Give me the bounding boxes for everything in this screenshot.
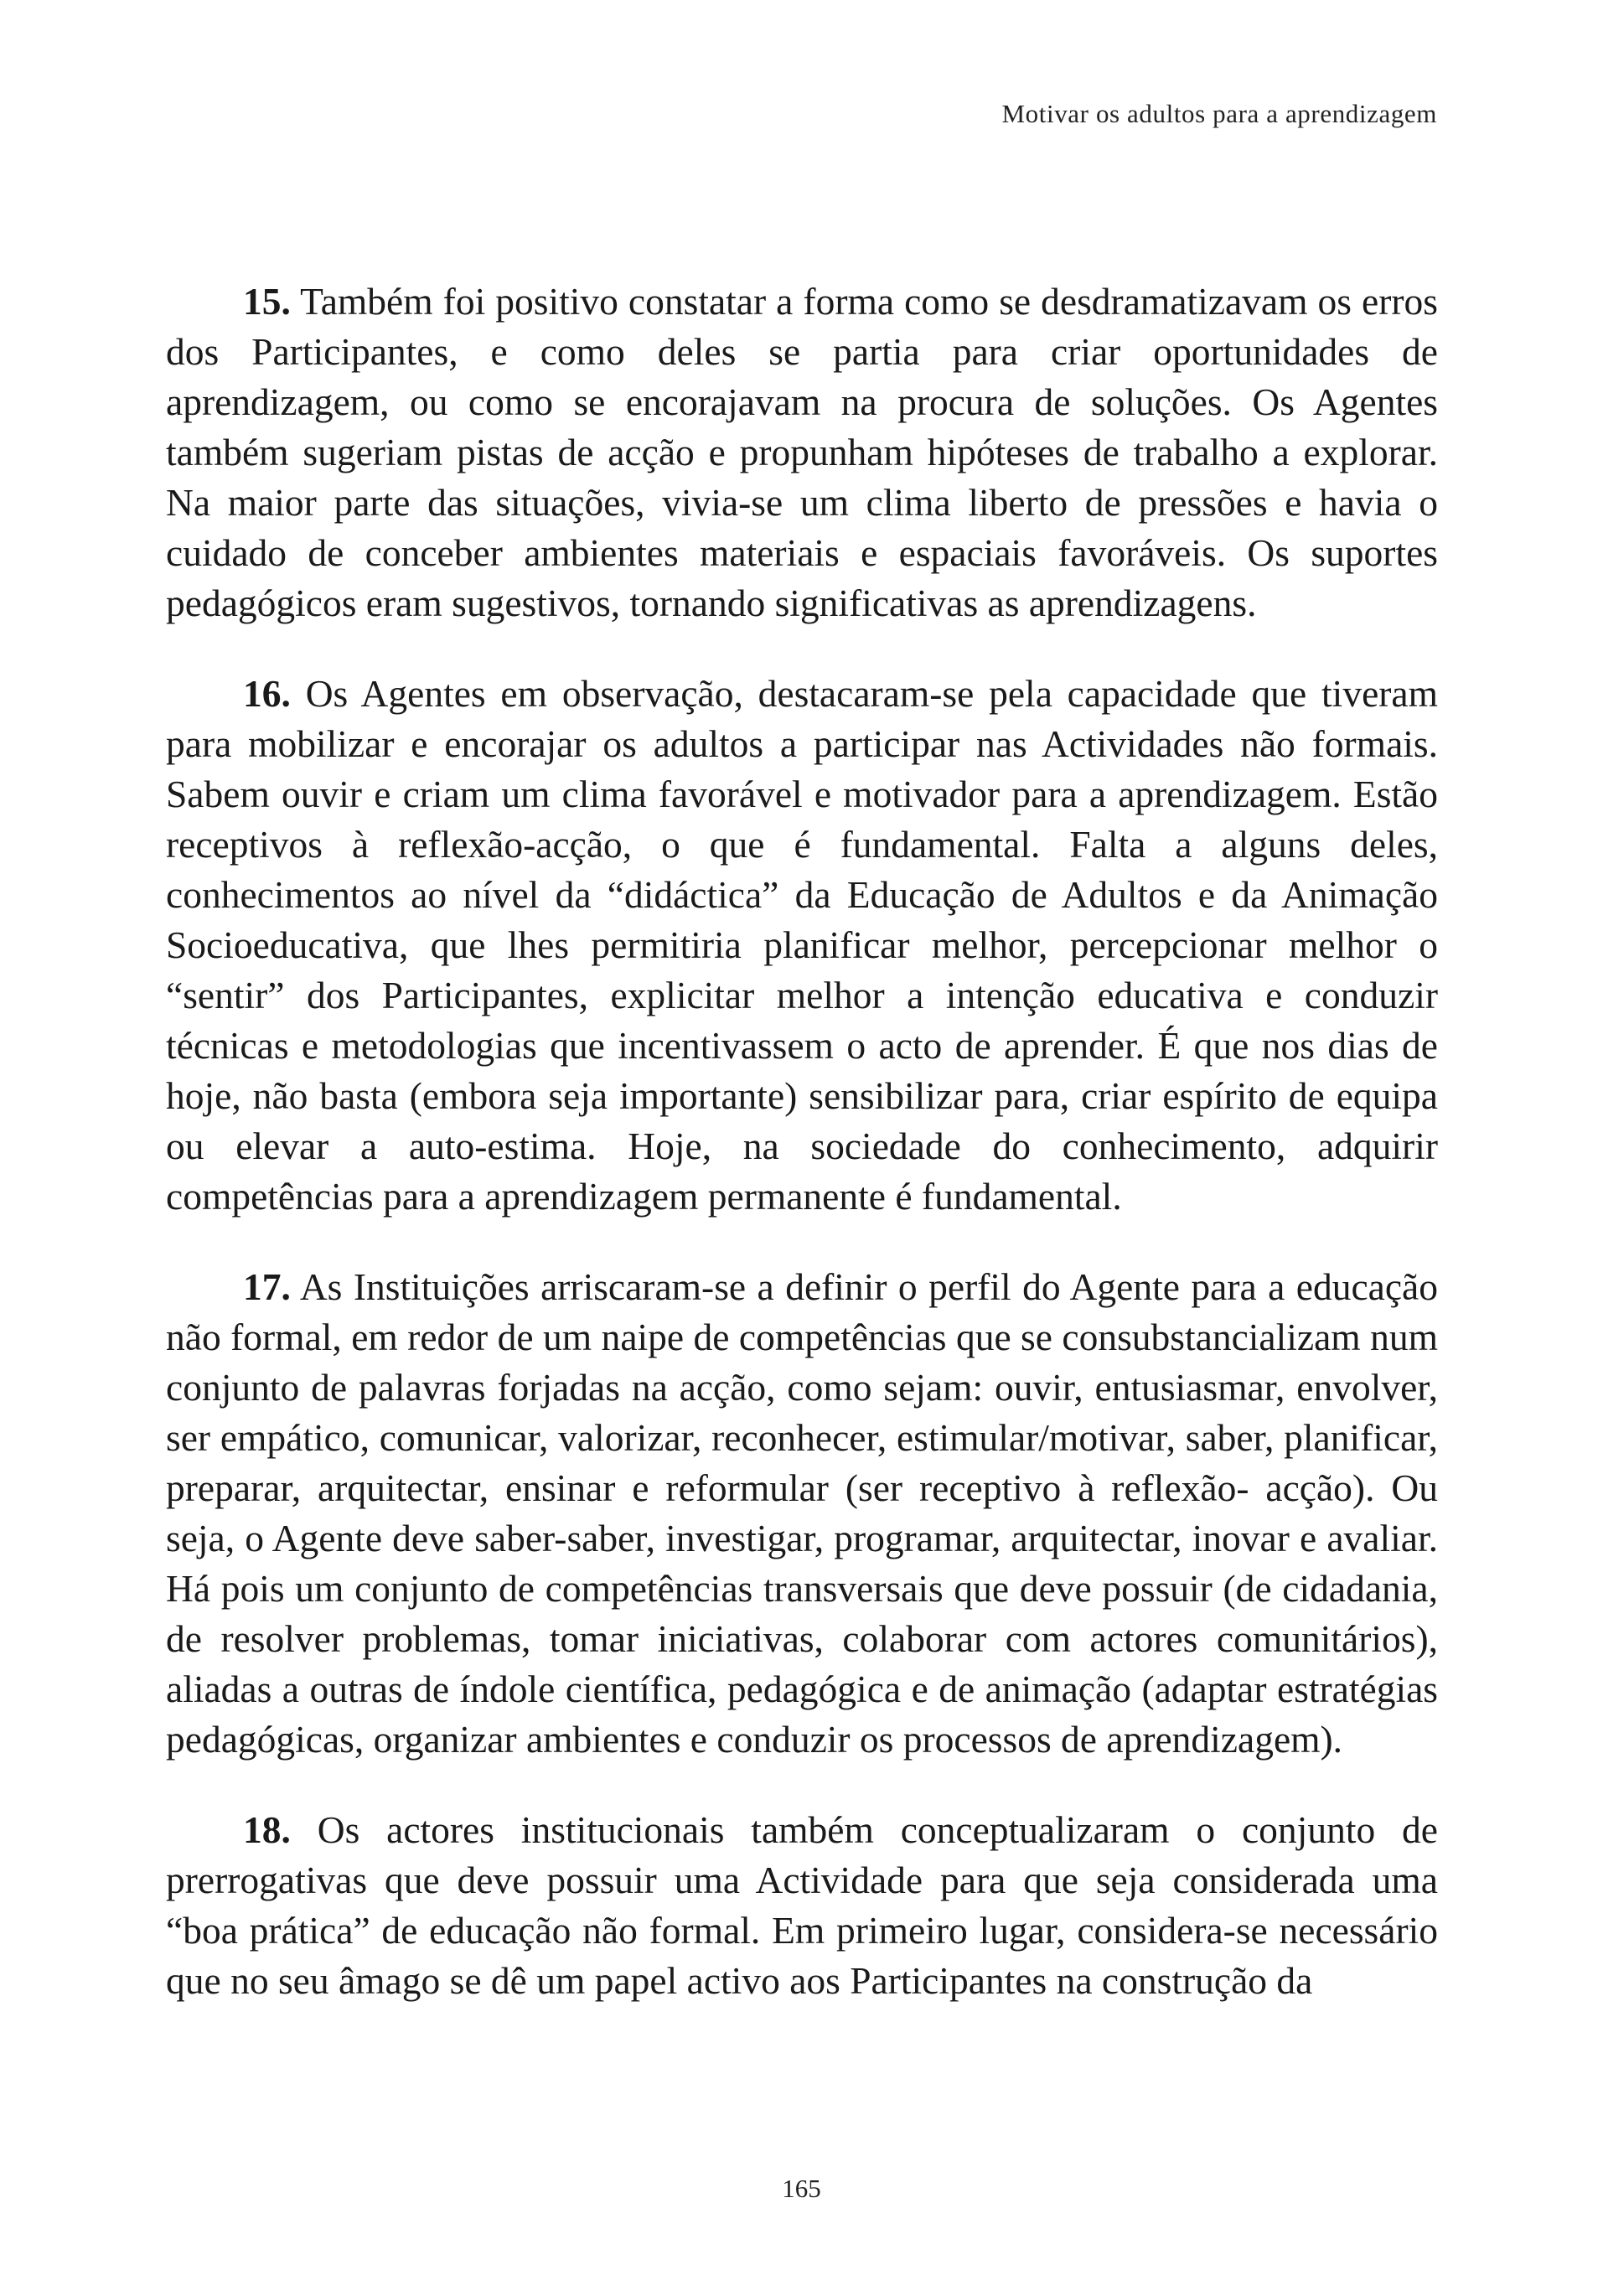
paragraph-number: 16. (243, 672, 291, 715)
page-number: 165 (782, 2174, 821, 2203)
paragraph-number: 15. (243, 280, 291, 323)
page-body (166, 277, 1438, 2046)
paragraph-text: Também foi positivo constatar a forma como se desdramatizavam os erros dos Participantes, e como deles se partia para criar oportunidades de aprendizagem, ou como se encorajavam na procura de soluções. Os Agentes também sugeriam pistas de acção e propunham hipóteses de trabalho a explorar. Na maior parte das situações, vivia-se um clima liberto de pressões e havia o cuidado de conceber ambientes materiais e espaciais favoráveis. Os suportes pedagógicos eram sugestivos, tornando significativas as aprendizagens. (166, 280, 1438, 624)
paragraph-number: 17. (243, 1265, 291, 1308)
paragraph-17 (166, 1262, 1438, 1765)
paragraph-text: Os Agentes em observação, destacaram-se pela capacidade que tiveram para mobilizar e encorajar os adultos a participar nas Actividades não formais. Sabem ouvir e criam um clima favorável e motivador para a aprendizagem. Estão receptivos à reflexão-acção, o que é fundamental. Falta a alguns deles, conhecimentos ao nível da “didáctica” da Educação de Adultos e da Animação Socioeducativa, que lhes permitiria planificar melhor, percepcionar melhor o “sentir” dos Participantes, explicitar melhor a intenção educativa e conduzir técnicas e metodologias que incentivassem o acto de aprender. É que nos dias de hoje, não basta (embora seja importante) sensibilizar para, criar espírito de equipa ou elevar a auto-estima. Hoje, na sociedade do conhecimento, adquirir competências para a aprendizagem permanente é fundamental. (166, 672, 1439, 1218)
paragraph-16 (166, 669, 1438, 1222)
paragraph-text: Os actores institucionais também conceptualizaram o conjunto de prerrogativas que deve possuir uma Actividade para que seja considerada uma “boa prática” de educação não formal. Em primeiro lugar, considera-se necessário que no seu âmago se dê um papel activo aos Participantes na construção da (166, 1808, 1438, 2002)
running-header: Motivar os adultos para a aprendizagem (1001, 99, 1437, 128)
paragraph-15 (166, 277, 1438, 628)
paragraph-number: 18. (243, 1808, 291, 1851)
paragraph-text: As Instituições arriscaram-se a definir o perfil do Agente para a educação não formal, em redor de um naipe de competências que se consubstancializam num conjunto de palavras forjadas na acção, como sejam: ouvir, entusiasmar, envolver, ser empático, comunicar, valorizar, reconhecer, estimular/motivar, saber, planificar, preparar, arquitectar, ensinar e reformular (ser receptivo à reflexão- acção). Ou seja, o Agente deve saber-saber, investigar, programar, arquitectar, inovar e avaliar. Há pois um conjunto de competências transversais que deve possuir (de cidadania, de resolver problemas, tomar iniciativas, colaborar com actores comunitários), aliadas a outras de índole científica, pedagógica e de animação (adaptar estratégias pedagógicas, organizar ambientes e conduzir os processos de aprendizagem). (166, 1265, 1438, 1761)
paragraph-18 (166, 1805, 1438, 2006)
